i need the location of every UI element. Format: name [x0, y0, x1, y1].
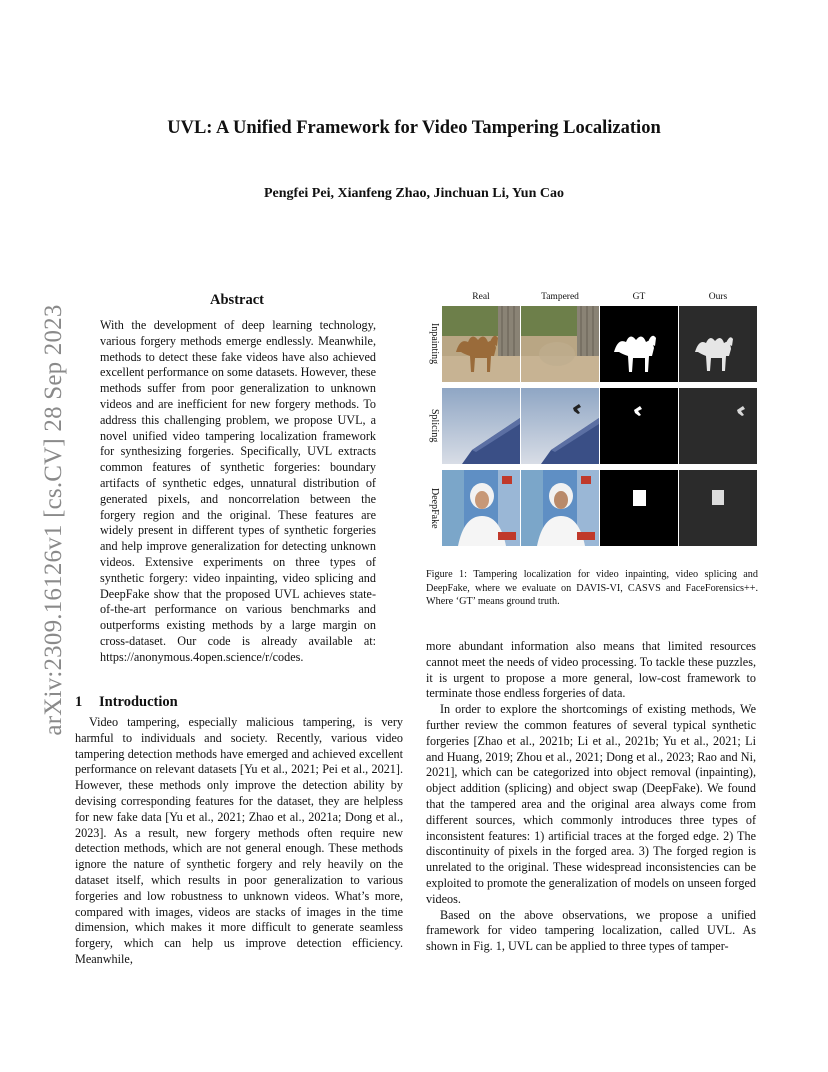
paragraph-review: In order to explore the shortcomings of existing methods, We further review the common features of several typical synthetic forgeries [Zhao et al., 2021b; Li et al., 2021b; Yu et al., 2021; Li and Huang, 2019; Zhou et al., 2021; Dong et al., 2023; Rao and Ni, 2021], which can be categorized into object removal (inpainting), object addition (splicing) and object swap (DeepFake). We found that the tampered area and the original area always come from different sources, which commonly introduces three types of inconsistent features: 1) artificial traces at the forged edge. 2) The discontinuity of pixels in the forged area. 3) The forged region is unrelated to the original. These widespread inconsistencies can be exploited to promote the generalization of models on unseen forged videos.	[426, 702, 756, 906]
paragraph-proposal: Based on the above observations, we propose a unified framework for video tampering localization, called UVL. As shown in Fig. 1, UVL can be applied to three types of tamper-	[426, 907, 756, 954]
col-header-gt: GT	[632, 292, 646, 302]
author-list: Pengfei Pei, Xianfeng Zhao, Jinchuan Li, Yun Cao	[263, 186, 564, 201]
row-label-inpainting: Inpainting	[429, 323, 440, 365]
row-label-deepfake: DeepFake	[429, 487, 440, 529]
figure-1	[424, 290, 759, 552]
inpainting-real-image	[442, 306, 520, 382]
intro-paragraph: Video tampering, especially malicious tampering, is very harmful to individuals and society. Recently, various video tampering detection methods have emerged and achieved excellent performance on relevant datasets [Yu et al., 2021; Pei et al., 2021]. However, these methods only improve the detection ability by devising corresponding features for the dataset, they are helpless for new fake data [Yu et al., 2021; Zhao et al., 2021a; Dong et al., 2023]. As a result, new forgery methods often require new detection methods, which are not general enough. These methods ignore the nature of synthetic forgery and rely heavily on the dataset itself, which results in poor generalization to various forgeries and low robustness to unknown videos. What’s more, compared with images, videos are stacks of images in the time dimension, which makes it more difficult to generate seamless forgery, which can help us improve detection efficiency. Meanwhile,	[75, 715, 403, 966]
deepfake-real-image	[442, 470, 520, 546]
row-label-splicing: Splicing	[429, 409, 440, 443]
col-header-real: Real	[472, 292, 490, 302]
splicing-real-image	[442, 388, 520, 464]
col-header-tampered: Tampered	[541, 292, 579, 302]
figure-caption: Figure 1: Tampering localization for video inpainting, video splicing and DeepFake, where we evaluate on DAVIS-VI, CASVS and FaceForensics++. Where ‘GT’ means ground truth.	[426, 569, 758, 607]
intro-text	[75, 715, 403, 968]
paper-title: UVL: A Unified Framework for Video Tampering Localization	[167, 118, 661, 138]
section-title: Introduction	[99, 694, 178, 710]
inpainting-gt-mask	[600, 306, 678, 382]
abstract-heading: Abstract	[210, 292, 264, 308]
splicing-gt-mask	[600, 388, 678, 464]
inpainting-tampered-image	[521, 306, 599, 382]
inpainting-ours-mask	[679, 306, 757, 382]
section-number: 1	[75, 694, 83, 710]
splicing-ours-mask	[679, 388, 757, 464]
deepfake-ours-mask	[679, 470, 757, 546]
abstract-text: With the development of deep learning technology, various forgery methods emerge endlessly. Meanwhile, methods to detect these fake videos have also achieved excellent performance on some datasets. However, these methods suffer from poor generalization to unknown videos and are inefficient for new forgery methods. To address this challenging problem, we propose UVL, a novel unified video tampering localization framework for synthesizing forgeries. Specifically, UVL extracts common features of synthetic forgeries: boundary artifacts of synthetic edges, unnatural distribution of generated pixels, and noncorrelation between the forgery region and the original. These features are widely present in different types of synthetic forgeries and help improve generalization for detecting unknown videos. Extensive experiments on three types of synthetic forgery: video inpainting, video splicing and DeepFake show that the proposed UVL achieves state-of-the-art performance on various benchmarks and outperforms existing methods by a large margin on cross-dataset. Our code is already available at: https://anonymous.4open.science/r/codes.	[100, 318, 376, 664]
paragraph-continued: more abundant information also means that limited resources cannot meet the needs of video processing. To tackle these puzzles, it is urgent to propose a more general, low-cost framework to terminate those endless forgeries of data.	[426, 639, 756, 701]
arxiv-stamp: arXiv:2309.16126v1 [cs.CV] 28 Sep 2023	[40, 304, 67, 736]
deepfake-gt-mask	[600, 470, 678, 546]
right-column-text	[426, 639, 756, 955]
splicing-tampered-image	[521, 388, 599, 464]
deepfake-tampered-image	[521, 470, 599, 546]
section-heading	[75, 694, 178, 711]
col-header-ours: Ours	[708, 292, 728, 302]
